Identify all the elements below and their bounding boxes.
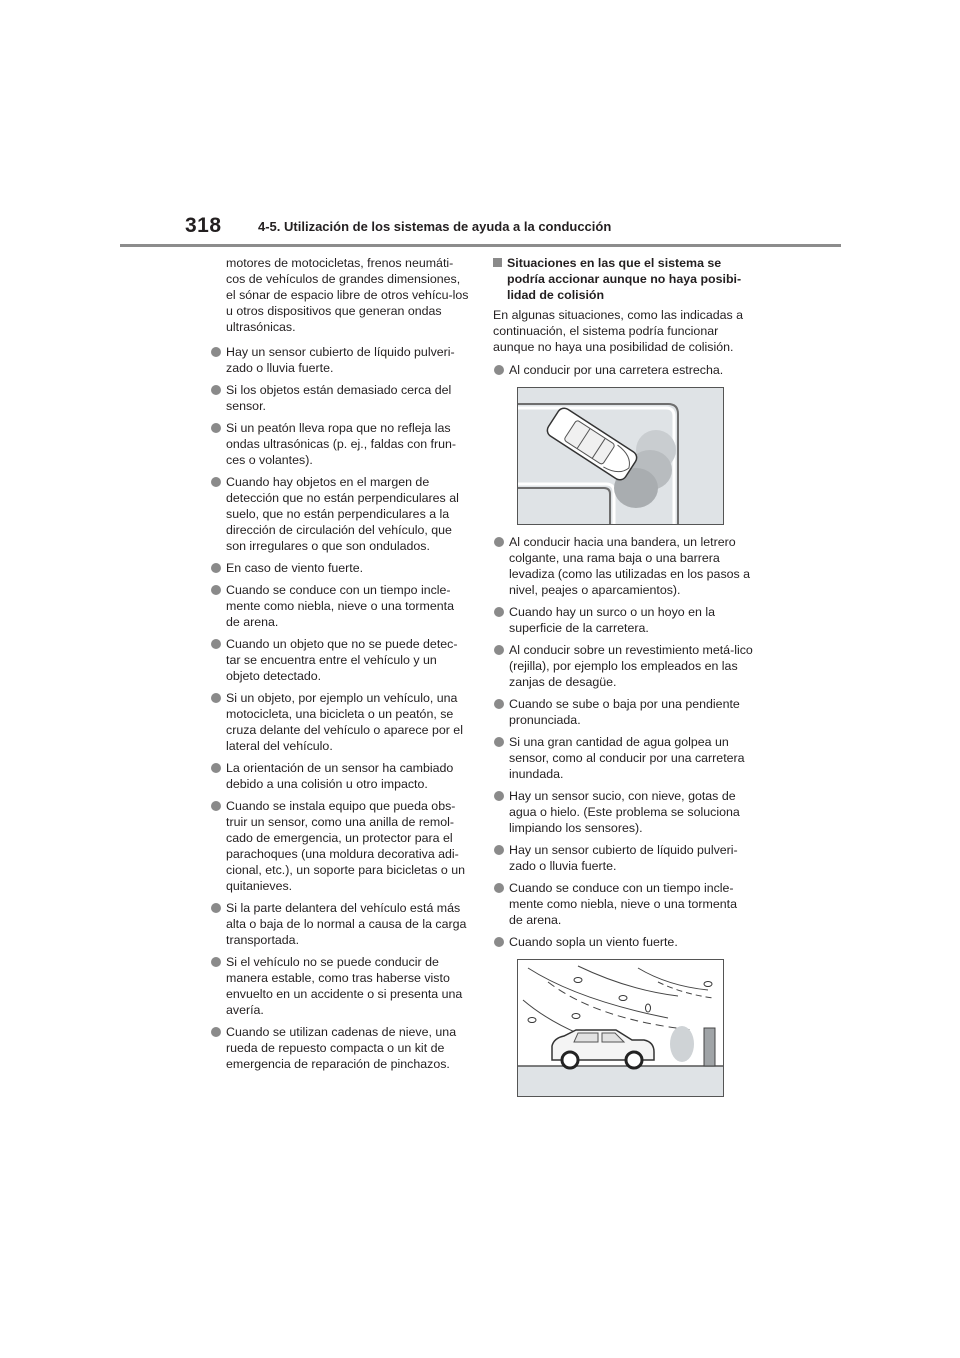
bullet-icon	[494, 645, 504, 655]
bullet-icon	[494, 699, 504, 709]
list-item: Cuando hay objetos en el margen de detección que no están perpendiculares al suelo, que no están perpendiculares a la dirección de circulación del vehículo, que son irregulares o que son ondulados.	[210, 474, 470, 554]
list-item: Hay un sensor cubierto de líquido pulveri-zado o lluvia fuerte.	[210, 344, 470, 376]
section-title: 4-5. Utilización de los sistemas de ayuda a la conducción	[258, 219, 612, 234]
list-item: Al conducir hacia una bandera, un letrero colgante, una rama baja o una barrera levadiza (como las utilizadas en los pasos a nivel, peajes o aparcamientos).	[493, 534, 753, 598]
list-item: Si los objetos están demasiado cerca del sensor.	[210, 382, 470, 414]
bullet-icon	[494, 845, 504, 855]
intro-paragraph: En algunas situaciones, como las indicadas a continuación, el sistema podría funcionar aunque no haya una posibilidad de colisión.	[493, 308, 744, 354]
list-item: Si el vehículo no se puede conducir de manera estable, como tras haberse visto envuelto en un accidente o si presenta una avería.	[210, 954, 470, 1018]
bullet-icon	[211, 1027, 221, 1037]
page-number: 318	[185, 214, 222, 237]
list-item: Cuando sopla un viento fuerte.	[493, 934, 753, 950]
list-item: Al conducir sobre un revestimiento metá-lico (rejilla), por ejemplo los empleados en las zanjas de desagüe.	[493, 642, 753, 690]
list-item: Cuando un objeto que no se puede detec-tar se encuentra entre el vehículo y un objeto detectado.	[210, 636, 470, 684]
bullet-icon	[211, 801, 221, 811]
bullet-icon	[494, 607, 504, 617]
bullet-icon	[494, 537, 504, 547]
strong-wind-drawing	[518, 960, 723, 1096]
list-item: Cuando se conduce con un tiempo incle-mente como niebla, nieve o una tormenta de arena.	[210, 582, 470, 630]
bullet-icon	[494, 365, 504, 375]
bullet-icon	[211, 347, 221, 357]
bullet-icon	[211, 957, 221, 967]
bullet-icon	[211, 693, 221, 703]
continuation-text: motores de motocicletas, frenos neumáti-cos de vehículos de grandes dimensiones, el sónar de espacio libre de otros vehícu-los u otros dispositivos que generan ondas ultrasónicas.	[226, 256, 469, 334]
list-item: En caso de viento fuerte.	[210, 560, 470, 576]
list-item: Cuando se instala equipo que pueda obs-truir un sensor, como una anilla de remol-cado de emergencia, un protector para el parachoques (una moldura decorativa adi-cional, etc.), un soporte para bicicletas o un quitanieves.	[210, 798, 470, 894]
narrow-road-drawing	[518, 388, 723, 524]
narrow-road-illustration	[517, 387, 724, 525]
bullet-icon	[211, 903, 221, 913]
header-rule	[120, 244, 841, 247]
list-item: Si la parte delantera del vehículo está más alta o baja de lo normal a causa de la carga transportada.	[210, 900, 470, 948]
list-item: Hay un sensor cubierto de líquido pulveri-zado o lluvia fuerte.	[493, 842, 753, 874]
bullet-icon	[494, 737, 504, 747]
list-item: Si un objeto, por ejemplo un vehículo, una motocicleta, una bicicleta o un peatón, se cruza delante del vehículo o aparece por el lateral del vehículo.	[210, 690, 470, 754]
bullet-icon	[211, 763, 221, 773]
list-item: Cuando se sube o baja por una pendiente pronunciada.	[493, 696, 753, 728]
list-item: La orientación de un sensor ha cambiado debido a una colisión u otro impacto.	[210, 760, 470, 792]
strong-wind-illustration	[517, 959, 724, 1097]
right-column	[493, 255, 753, 1106]
bullet-icon	[211, 385, 221, 395]
list-item: Si una gran cantidad de agua golpea un sensor, como al conducir por una carretera inundada.	[493, 734, 753, 782]
list-item: Cuando se conduce con un tiempo incle-mente como niebla, nieve o una tormenta de arena.	[493, 880, 753, 928]
square-bullet-icon	[493, 258, 502, 267]
list-item: Hay un sensor sucio, con nieve, gotas de agua o hielo. (Este problema se soluciona limpiando los sensores).	[493, 788, 753, 836]
bullet-icon	[211, 423, 221, 433]
left-column	[210, 255, 470, 1078]
bullet-icon	[494, 937, 504, 947]
subsection-heading: Situaciones en las que el sistema se podría accionar aunque no haya posibi-lidad de colisión	[493, 255, 753, 303]
bullet-icon	[211, 563, 221, 573]
bullet-icon	[494, 883, 504, 893]
bullet-icon	[211, 585, 221, 595]
list-item: Cuando se utilizan cadenas de nieve, una rueda de repuesto compacta o un kit de emergencia de reparación de pinchazos.	[210, 1024, 470, 1072]
list-item: Al conducir por una carretera estrecha.	[493, 362, 753, 378]
list-item: Si un peatón lleva ropa que no refleja las ondas ultrasónicas (p. ej., faldas con frun-ces o volantes).	[210, 420, 470, 468]
bullet-icon	[494, 791, 504, 801]
bullet-icon	[211, 477, 221, 487]
bullet-icon	[211, 639, 221, 649]
list-item: Cuando hay un surco o un hoyo en la superficie de la carretera.	[493, 604, 753, 636]
